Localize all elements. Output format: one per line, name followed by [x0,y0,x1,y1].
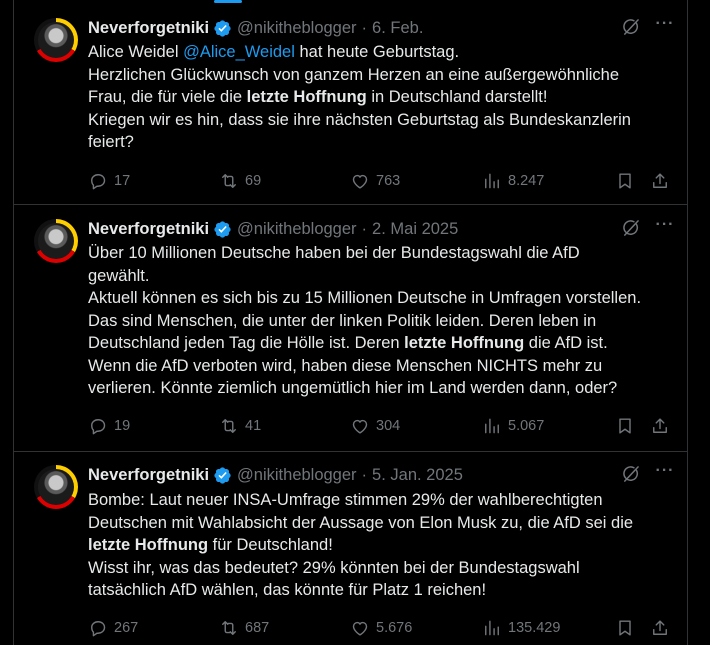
repost-count: 69 [245,173,262,189]
views-count: 5.067 [508,418,545,434]
views-count: 8.247 [508,173,545,189]
tweet-date[interactable]: 2. Mai 2025 [372,219,459,238]
tweet-date[interactable]: 6. Feb. [372,18,424,37]
share-button[interactable] [650,616,676,640]
share-icon [650,416,676,436]
views-icon [482,171,508,191]
tweet-text-line [88,355,673,378]
bookmark-icon [615,171,641,191]
reply-button[interactable] [88,414,130,438]
views-button[interactable] [482,414,544,438]
tweet-header [88,218,675,240]
text-segment: die AfD ist. [524,334,608,352]
bookmark-icon [615,618,641,638]
text-segment: in Deutschland darstellt! [366,88,548,106]
text-segment: Deutschland jeden Tag die Hölle ist. Deren [88,334,405,352]
bookmark-button[interactable] [615,616,641,640]
share-button[interactable] [650,169,676,193]
reply-count: 17 [114,173,131,189]
author-handle[interactable]: @nikitheblogger [237,18,357,37]
avatar[interactable] [34,219,78,263]
separator-dot: · [361,465,368,484]
text-segment: für Deutschland! [208,536,333,554]
tweet-text-line [88,557,673,580]
verified-badge-icon [213,220,232,239]
verified-badge-icon [213,466,232,485]
repost-button[interactable] [219,169,261,193]
tweet-text-line [88,41,673,64]
repost-count: 687 [245,620,270,636]
views-button[interactable] [482,169,544,193]
separator-dot: · [361,219,368,238]
tweet-text-line [88,242,673,265]
text-segment: Über 10 Millionen Deutsche haben bei der Bundestagswahl die AfD [88,244,580,262]
tweet-text-line [88,310,673,333]
views-button[interactable] [482,616,560,640]
author-name[interactable]: Neverforgetniki [88,18,210,37]
bold-text: letzte Hoffnung [88,536,209,554]
author-name[interactable]: Neverforgetniki [88,219,210,238]
grok-icon[interactable] [621,17,641,37]
tweet-text [88,242,673,400]
tweet-text-line [88,512,673,535]
more-icon[interactable]: ··· [655,15,675,32]
tweet-text-line [88,64,673,87]
text-segment: Herzlichen Glückwunsch von ganzem Herzen an eine außergewöhnliche [88,65,620,84]
bookmark-icon [615,416,641,436]
repost-icon [219,171,245,191]
reply-button[interactable] [88,616,138,640]
like-icon [350,618,376,638]
mention-link[interactable]: @Alice_Weidel [183,43,295,61]
tweet-actions [88,169,678,193]
text-segment: verlieren. Könnte ziemlich ungemütlich hier im Land werden dann, oder? [88,379,618,397]
tweet-text [88,489,673,602]
avatar[interactable] [34,18,78,62]
tweet[interactable] [14,205,687,452]
tweet[interactable] [14,3,687,205]
tweet-header [88,464,675,486]
repost-icon [219,416,245,436]
timeline [13,0,688,645]
tweet-actions [88,414,678,438]
reply-icon [88,416,114,436]
author-name[interactable]: Neverforgetniki [88,465,210,484]
tweet-text-line [88,579,673,602]
avatar-image [38,469,74,505]
text-segment: hat heute Geburtstag. [294,43,460,61]
grok-icon[interactable] [621,464,641,484]
reply-count: 19 [114,418,131,434]
tweet-text-line [88,332,673,355]
text-segment: Aktuell können es sich bis zu 15 Millionen Deutsche in Umfragen vorstellen. [88,289,642,307]
repost-button[interactable] [219,414,261,438]
tweet-text-line [88,86,673,109]
views-count: 135.429 [508,620,561,636]
tweet-actions [88,616,678,640]
reply-count: 267 [114,620,139,636]
tweet-text [88,41,673,154]
like-count: 763 [376,173,401,189]
more-icon[interactable]: ··· [655,216,675,233]
reply-icon [88,618,114,638]
tweet-date[interactable]: 5. Jan. 2025 [372,465,463,484]
repost-button[interactable] [219,616,269,640]
tweet-text-line [88,489,673,512]
tweet-header [88,17,675,39]
text-segment: Frau, die für viele die [88,88,247,106]
share-icon [650,171,676,191]
like-button[interactable] [350,616,412,640]
avatar-image [38,22,74,58]
repost-icon [219,618,245,638]
text-segment: Wenn die AfD verboten wird, haben diese Menschen NICHTS mehr zu [88,356,603,375]
more-icon[interactable]: ··· [655,462,675,479]
bookmark-button[interactable] [615,414,641,438]
text-segment: Kriegen wir es hin, dass sie ihre nächsten Geburtstag als Bundeskanzlerin [88,110,631,129]
tweet-text-line [88,265,673,288]
share-icon [650,618,676,638]
views-icon [482,416,508,436]
repost-count: 41 [245,418,262,434]
share-button[interactable] [650,414,676,438]
like-button[interactable] [350,169,400,193]
text-segment: gewählt. [88,266,150,285]
author-handle[interactable]: @nikitheblogger [237,465,357,484]
verified-badge-icon [213,19,232,38]
separator-dot: · [361,18,368,37]
text-segment: Bombe: Laut neuer INSA-Umfrage stimmen 29% der wahlberechtigten [88,491,603,509]
reply-icon [88,171,114,191]
bold-text: letzte Hoffnung [404,334,525,352]
tweet-text-line [88,377,673,400]
text-segment: Das sind Menschen, die unter der linken Politik leiden. Deren leben in [88,311,597,330]
like-icon [350,171,376,191]
like-button[interactable] [350,414,400,438]
text-segment: feiert? [88,133,134,151]
text-segment: Wisst ihr, was das bedeutet? 29% könnten bei der Bundestagswahl [88,558,580,577]
tweet-text-line [88,131,673,154]
like-count: 5.676 [376,620,413,636]
bookmark-button[interactable] [615,169,641,193]
text-segment: Alice Weidel [88,43,184,61]
views-icon [482,618,508,638]
text-segment: Deutschen mit Wahlabsicht der Aussage von Elon Musk zu, die AfD sei die [88,513,634,532]
tweet-text-line [88,109,673,132]
reply-button[interactable] [88,169,130,193]
like-icon [350,416,376,436]
tweet[interactable] [14,452,687,645]
avatar[interactable] [34,465,78,509]
bold-text: letzte Hoffnung [246,88,367,106]
grok-icon[interactable] [621,218,641,238]
avatar-image [38,223,74,259]
author-handle[interactable]: @nikitheblogger [237,219,357,238]
tweet-text-line [88,534,673,557]
text-segment: tatsächlich AfD wählen, das könnte für Platz 1 reichen! [88,581,487,599]
like-count: 304 [376,418,401,434]
tweet-text-line [88,287,673,310]
